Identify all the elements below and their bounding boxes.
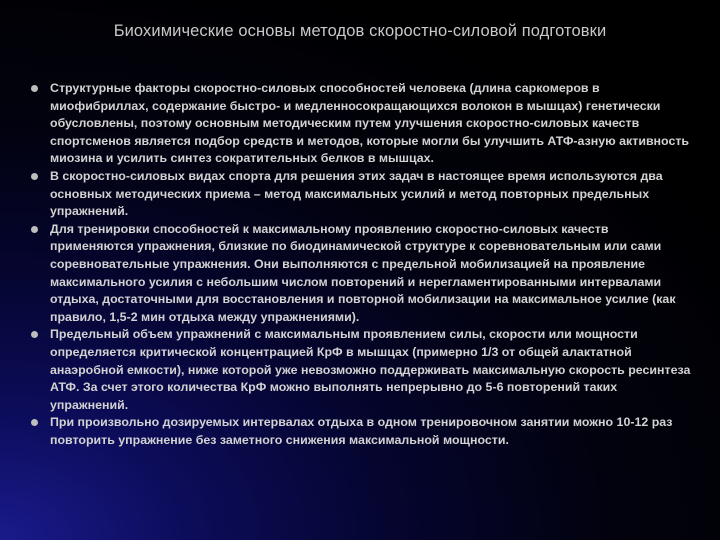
bullet-item [25,80,695,168]
bullet-dot-icon [31,331,38,338]
bullet-dot-icon [31,85,38,92]
bullet-text: При произвольно дозируемых интервалах отдыха в одном тренировочном занятии можно 10-12 раз повторить упражнение без заметного снижения максимальной мощности. [50,415,673,447]
bullet-dot-icon [31,173,38,180]
bullet-text: Предельный объем упражнений с максимальным проявлением силы, скорости или мощности определяется критической концентрацией КрФ в мышцах (примерно 1/3 от общей алактатной анаэробной емкости), ниже которой уже невозможно поддерживать максимальную скорость ресинтеза АТФ. За счет этого количества КрФ можно выполнять непрерывно до 5-6 повторений таких упражнений. [50,327,691,412]
bullet-dot-icon [31,226,38,233]
bullet-list [25,80,695,449]
bullet-item [25,168,695,221]
bullet-dot-icon [31,419,38,426]
bullet-item [25,326,695,414]
bullet-text: Для тренировки способностей к максимальному проявлению скоростно-силовых качеств применяются упражнения, близкие по биодинамической структуре к соревновательным или сами соревновательные упражнения. Они выполняются с предельной мобилизацией на проявление максимального усилия с небольшим числом повторений и нерегламентированными интервалами отдыха, достаточными для восстановления и повторной мобилизации на максимальное усилие (как правило, 1,5-2 мин отдыха между упражнениями). [50,221,676,324]
bullet-item [25,221,695,327]
bullet-item [25,414,695,449]
bullet-text: В скоростно-силовых видах спорта для решения этих задач в настоящее время используются два основных методических приема – метод максимальных усилий и метод повторных предельных упражнений. [50,168,663,219]
bullet-text: Структурные факторы скоростно-силовых способностей человека (длина саркомеров в миофибриллах, содержание быстро- и медленносокращающихся волокон в мышцах) генетически обусловлены, поэтому основным методическим путем улучшения скоростно-силовых качеств спортсменов является подбор средств и методов, которые могли бы улучшить АТФ-азную активность миозина и усилить синтез сократительных белков в мышцах. [50,81,690,166]
slide-title: Биохимические основы методов скоростно-силовой подготовки [113,22,607,40]
